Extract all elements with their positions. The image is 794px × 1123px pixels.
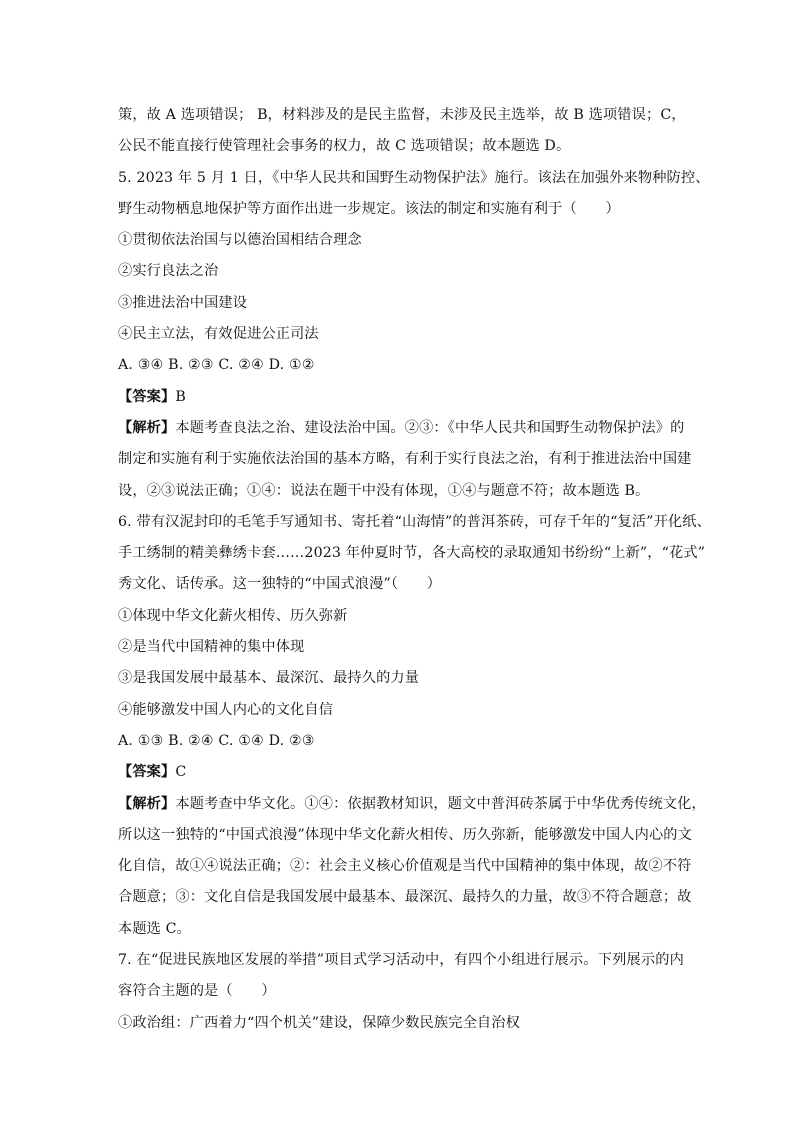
q5-statement: ③推进法治中国建设: [118, 294, 248, 311]
prev-explanation-line: 策，故 A 选项错误； B，材料涉及的是民主监督，未涉及民主选举，故 B 选项错误；C，: [118, 107, 686, 123]
q6-choices: A. ①③ B. ②④ C. ①④ D. ②③: [118, 732, 315, 749]
q5-statement: ②实行良法之治: [118, 263, 219, 280]
q6-stem-line: 手工绣制的精美彝绣卡套……2023 年仲夏时节，各大高校的录取通知书纷纷“上新”，“花式”: [118, 545, 706, 562]
analysis-text: 本题考查中华文化。①④：依据教材知识，题文中普洱砖茶属于中华优秀传统文化，: [175, 795, 706, 812]
q5-answer: [118, 382, 684, 413]
q5-statement: ①贯彻依法治国与以德治国相结合理念: [118, 232, 362, 249]
q6-analysis-line: 合题意；③：文化自信是我国发展中最基本、最深沉、最持久的力量，故③不符合题意；故: [118, 889, 692, 906]
prev-explanation-line: 公民不能直接行使管理社会事务的权力，故 C 选项错误；故本题选 D。: [118, 138, 571, 155]
q6-stem-line: 秀文化、话传承。这一独特的“中国式浪漫”（ ）: [118, 576, 442, 593]
q6-stem-line: 6. 带有汉泥封印的毛笔手写通知书、寄托着“山海情”的普洱茶砖，可存千年的“复活”开化纸、: [118, 513, 711, 530]
document-body: [118, 100, 711, 1039]
q5-choices: A. ③④ B. ②③ C. ②④ D. ①②: [118, 357, 315, 374]
q6-analysis-line: [118, 789, 706, 820]
q6-analysis-line: 所以这一独特的“中国式浪漫”体现中华文化薪火相传、历久弥新，能够激发中国人内心的文: [118, 826, 692, 843]
q6-statement: ④能够激发中国人内心的文化自信: [118, 701, 334, 718]
analysis-text: 本题考查良法之治、建设法治中国。②③：《中华人民共和国野生动物保护法》的: [175, 419, 685, 436]
q5-analysis-line: 设，②③说法正确；①④：说法在题干中没有体现，①④与题意不符；故本题选 B。: [118, 482, 650, 499]
q5-analysis-line: [118, 413, 684, 444]
q6-statement: ①体现中华文化薪火相传、历久弥新: [118, 607, 348, 624]
q6-statement: ③是我国发展中最基本、最深沉、最持久的力量: [118, 670, 420, 687]
q7-statement: ①政治组：广西着力“四个机关”建设，保障少数民族完全自治权: [118, 1014, 520, 1031]
q5-analysis-line: 制定和实施有利于实施依法治国的基本方略，有利于实行良法之治，有利于推进法治中国建: [118, 451, 692, 468]
q6-analysis-line: 本题选 C。: [118, 920, 192, 937]
answer-value: B: [175, 388, 186, 405]
q7-stem-line: 容符合主题的是（ ）: [118, 983, 276, 1000]
q5-stem-line: 野生动物栖息地保护等方面作出进一步规定。该法的制定和实施有利于（ ）: [118, 200, 620, 217]
q7-stem-line: 7. 在“促进民族地区发展的举措”项目式学习活动中，有四个小组进行展示。下列展示的内: [118, 952, 684, 969]
q6-statement: ②是当代中国精神的集中体现: [118, 639, 305, 656]
answer-tag: 【答案】: [118, 764, 176, 781]
answer-value: C: [175, 764, 187, 781]
analysis-tag: 【解析】: [118, 795, 176, 812]
q6-analysis-line: 化自信，故①④说法正确；②：社会主义核心价值观是当代中国精神的集中体现，故②不符: [118, 858, 692, 875]
q5-stem-line: 5. 2023 年 5 月 1 日，《中华人民共和国野生动物保护法》施行。该法在加强外来物种防控、: [118, 169, 710, 186]
analysis-tag: 【解析】: [118, 419, 176, 436]
answer-tag: 【答案】: [118, 388, 176, 405]
q6-answer: [118, 757, 684, 788]
q5-statement: ④民主立法，有效促进公正司法: [118, 326, 319, 343]
